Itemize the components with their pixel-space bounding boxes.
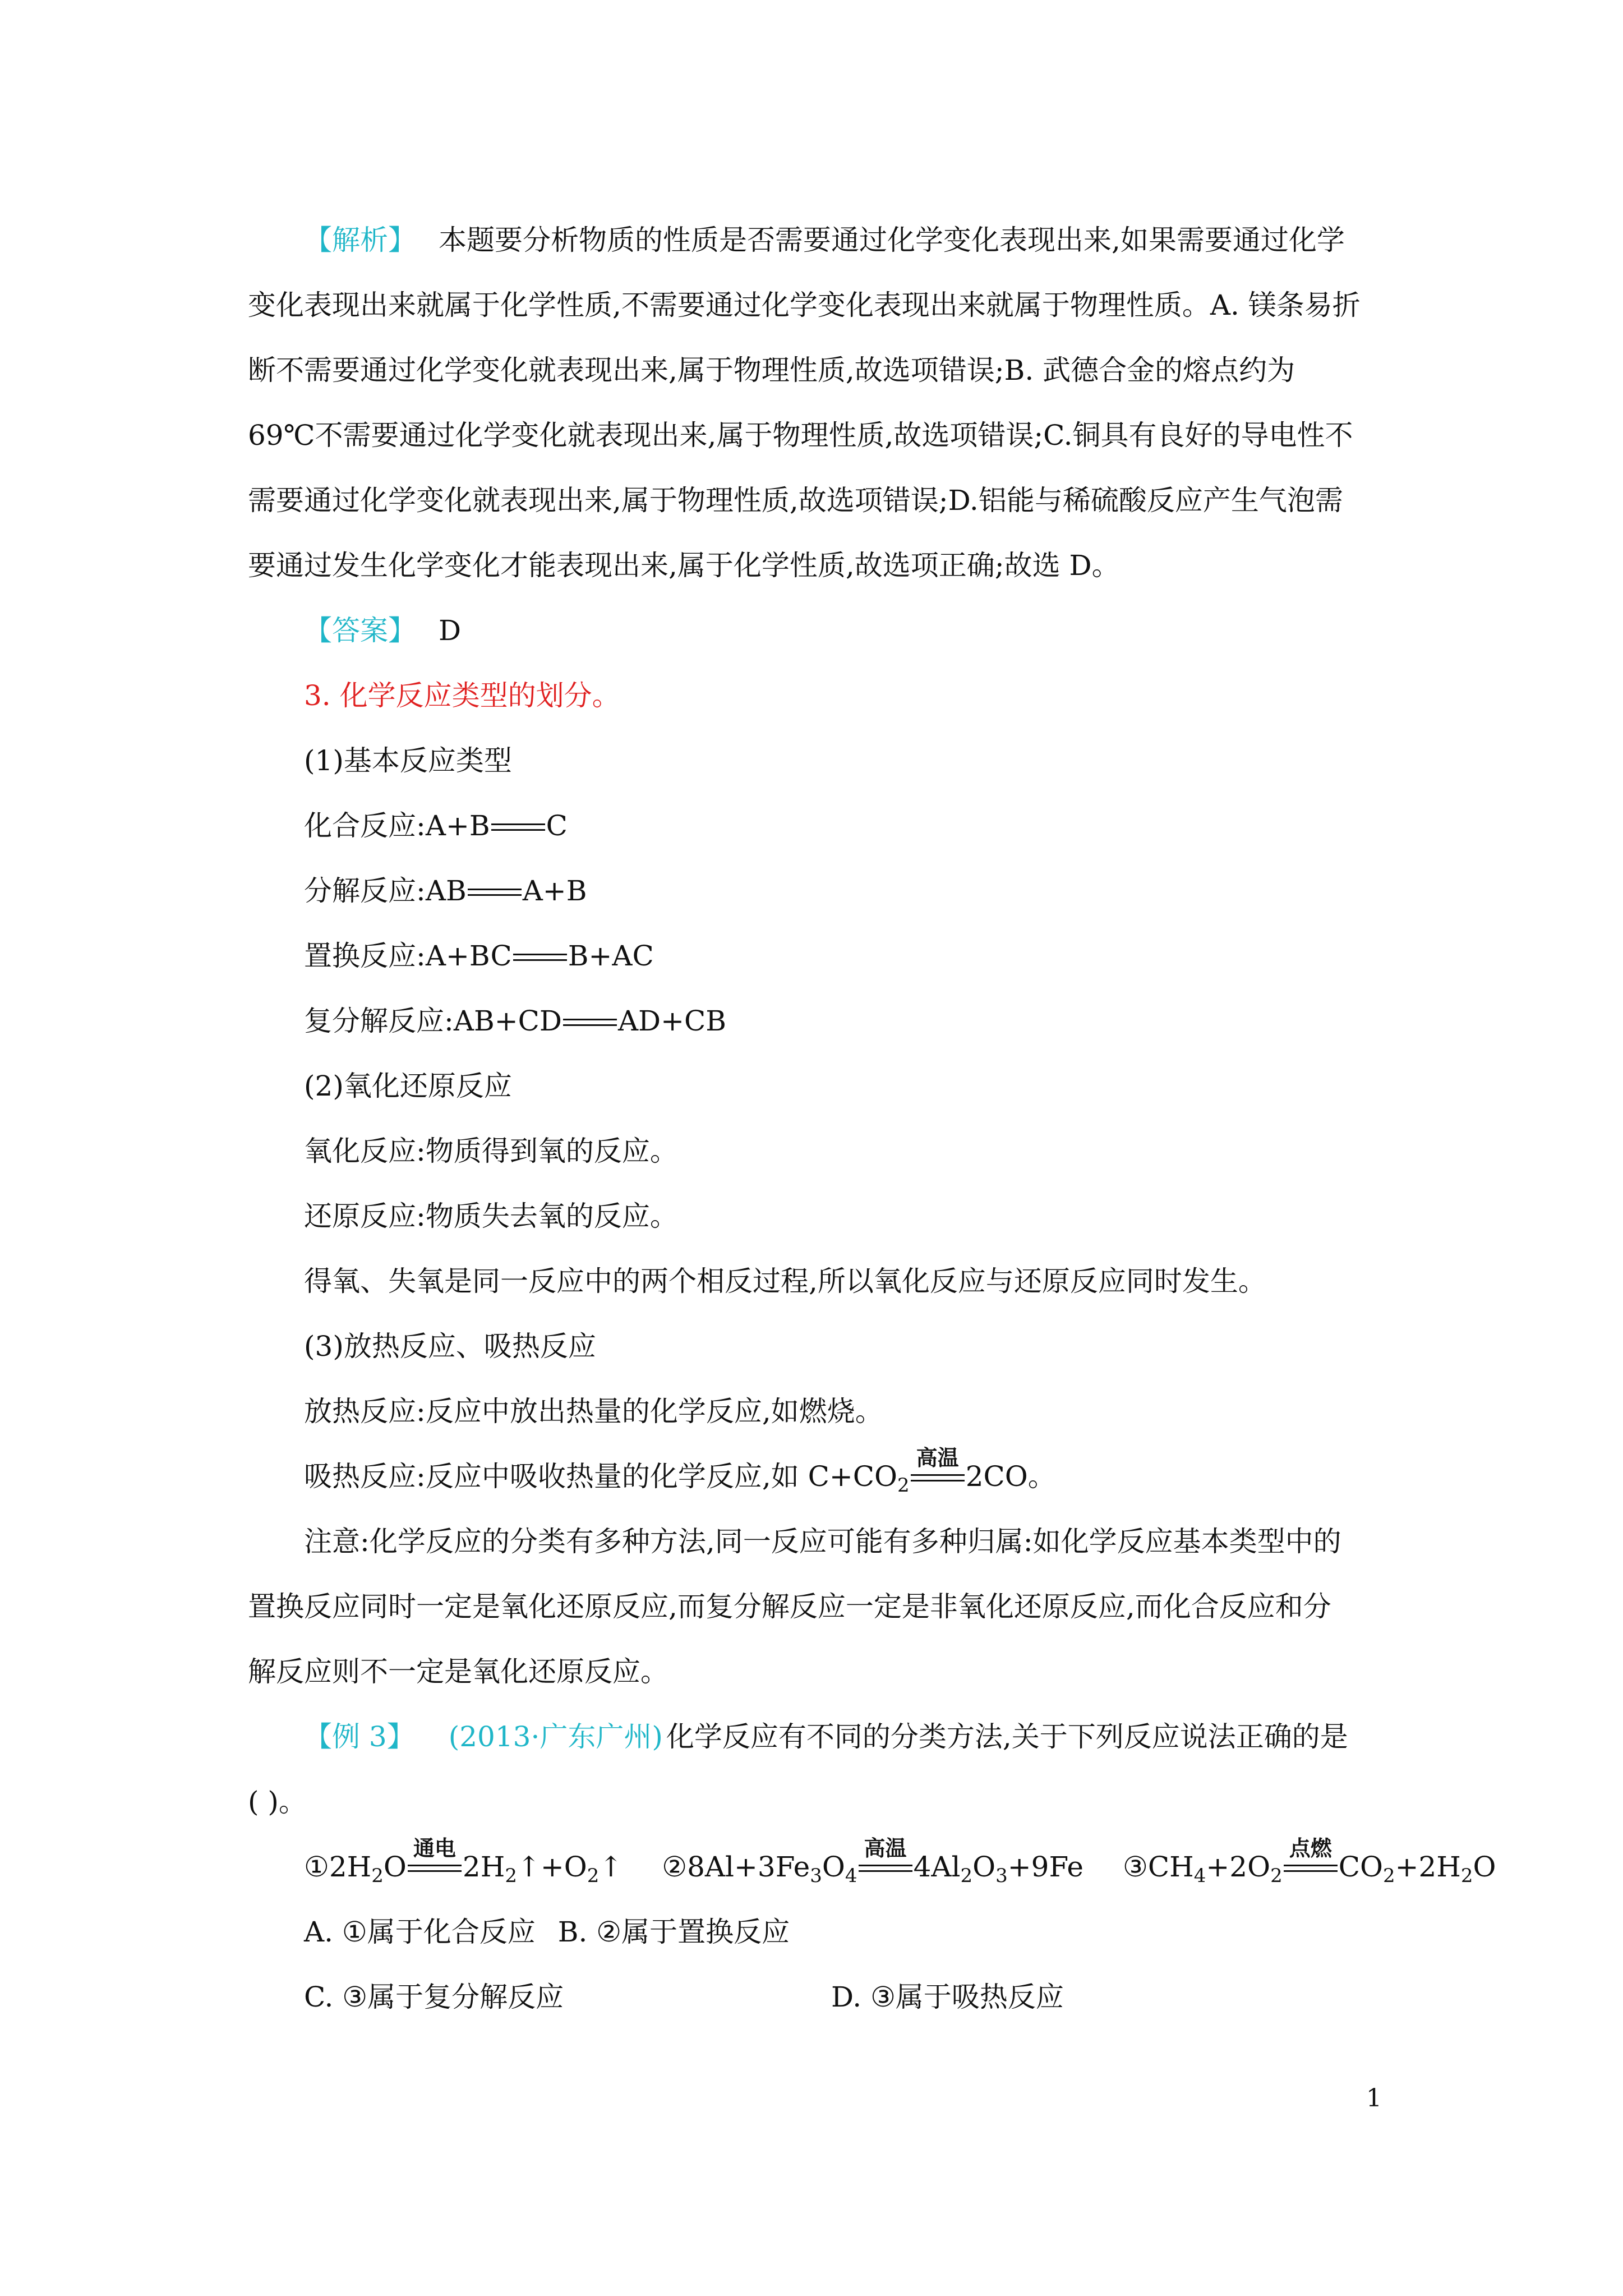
equals-sign — [859, 1836, 912, 1876]
equals-sign — [408, 1836, 462, 1876]
analysis-line-3: 断不需要通过化学变化就表现出来,属于物理性质,故选项错误;B. 武德合金的熔点约为 — [248, 354, 1295, 386]
double-decomposition-right: AD+CB — [617, 1005, 727, 1037]
analysis-line-5: 需要通过化学变化就表现出来,属于物理性质,故选项错误;D.铝能与稀硫酸反应产生气泡需 — [248, 484, 1343, 517]
reaction-condition: 通电 — [413, 1836, 456, 1861]
replacement-reaction — [248, 923, 1392, 988]
combination-left: 化合反应:A+B — [304, 809, 490, 842]
example-question: 化学反应有不同的分类方法,关于下列反应说法正确的是 — [666, 1720, 1348, 1753]
analysis-line-6: 要通过发生化学变化才能表现出来,属于化学性质,故选项正确;故选 D。 — [248, 549, 1120, 582]
reaction-condition: 高温 — [916, 1446, 959, 1470]
exothermic-definition: 放热反应:反应中放出热量的化学反应,如燃烧。 — [304, 1395, 883, 1428]
note-line-3: 解反应则不一定是氧化还原反应。 — [248, 1655, 668, 1688]
option-b[interactable]: B. ②属于置换反应 — [557, 1916, 790, 1948]
decomposition-left: 分解反应:AB — [304, 875, 467, 907]
option-d[interactable]: D. ③属于吸热反应 — [831, 1981, 1064, 2013]
analysis-line-2: 变化表现出来就属于化学性质,不需要通过化学变化表现出来就属于物理性质。A. 镁条易折 — [248, 289, 1361, 321]
page-number: 1 — [1366, 2084, 1382, 2113]
options-row-1 — [248, 1899, 1392, 1964]
redox-note: 得氧、失氧是同一反应中的两个相反过程,所以氧化反应与还原反应同时发生。 — [304, 1265, 1266, 1297]
analysis-line-1 — [248, 208, 1392, 273]
decomposition-right: A+B — [522, 875, 587, 907]
analysis-tag: 【解析】 — [304, 224, 416, 256]
page-content — [248, 208, 1496, 2030]
answer-tag: 【答案】 — [304, 614, 416, 647]
note-line-1: 注意:化学反应的分类有多种方法,同一反应可能有多种归属:如化学反应基本类型中的 — [304, 1525, 1341, 1558]
answer-value: D — [439, 614, 462, 647]
note-line-2: 置换反应同时一定是氧化还原反应,而复分解反应一定是非氧化还原反应,而化合反应和分 — [248, 1590, 1331, 1623]
equals-sign — [468, 889, 522, 900]
section-title: 3. 化学反应类型的划分。 — [304, 679, 620, 712]
example-tag: 【例 3】 — [304, 1720, 415, 1753]
replacement-left: 置换反应:A+BC — [304, 940, 512, 972]
example-blank: ( )。 — [248, 1786, 307, 1818]
analysis-line-4: 69℃不需要通过化学变化就表现出来,属于物理性质,故选项错误;C.铜具有良好的导电性不 — [248, 419, 1353, 452]
example-source: (2013·广东广州) — [448, 1720, 663, 1753]
option-a[interactable]: A. ①属于化合反应 — [304, 1916, 536, 1948]
replacement-right: B+AC — [568, 940, 654, 972]
endothermic-right: 2CO。 — [965, 1460, 1056, 1493]
combination-right: C — [546, 809, 568, 842]
equals-sign — [563, 1019, 617, 1030]
reaction-3: $③CH_4+2O_2$ 点燃 $CO_2+2H_2O$ — [1123, 1836, 1496, 1887]
equals-sign — [1284, 1836, 1338, 1876]
subsection-heat: (3)放热反应、吸热反应 — [304, 1330, 596, 1363]
oxidation-definition: 氧化反应:物质得到氧的反应。 — [304, 1135, 678, 1167]
double-decomposition-reaction — [248, 988, 1392, 1053]
subscript: 2 — [897, 1474, 910, 1497]
reaction-2: $②8Al+3Fe_3O_4$ 高温 $4Al_2O_3+9Fe$ — [662, 1836, 1084, 1887]
endothermic-definition — [248, 1444, 1392, 1509]
options-row-2 — [248, 1964, 1392, 2030]
option-c[interactable]: C. ③属于复分解反应 — [304, 1981, 564, 2013]
reaction-1: $①2H_2O$ 通电 $2H_2↑+O_2↑$ — [304, 1836, 623, 1887]
subsection-basic-types: (1)基本反应类型 — [304, 744, 512, 777]
equals-sign — [911, 1446, 965, 1486]
double-decomposition-left: 复分解反应:AB+CD — [304, 1005, 562, 1037]
reactions-line — [248, 1834, 1496, 1899]
equals-sign — [491, 824, 545, 835]
reduction-definition: 还原反应:物质失去氧的反应。 — [304, 1200, 678, 1232]
example-question-line — [248, 1704, 1392, 1769]
equals-sign — [513, 954, 567, 965]
endothermic-left: 吸热反应:反应中吸收热量的化学反应,如 C+CO — [304, 1460, 898, 1493]
subsection-redox: (2)氧化还原反应 — [304, 1070, 512, 1102]
analysis-text: 本题要分析物质的性质是否需要通过化学变化表现出来,如果需要通过化学 — [439, 224, 1345, 256]
answer-line — [248, 598, 1392, 663]
reaction-condition: 高温 — [864, 1836, 907, 1861]
decomposition-reaction — [248, 858, 1392, 923]
reaction-condition: 点燃 — [1289, 1836, 1332, 1861]
combination-reaction — [248, 793, 1392, 858]
